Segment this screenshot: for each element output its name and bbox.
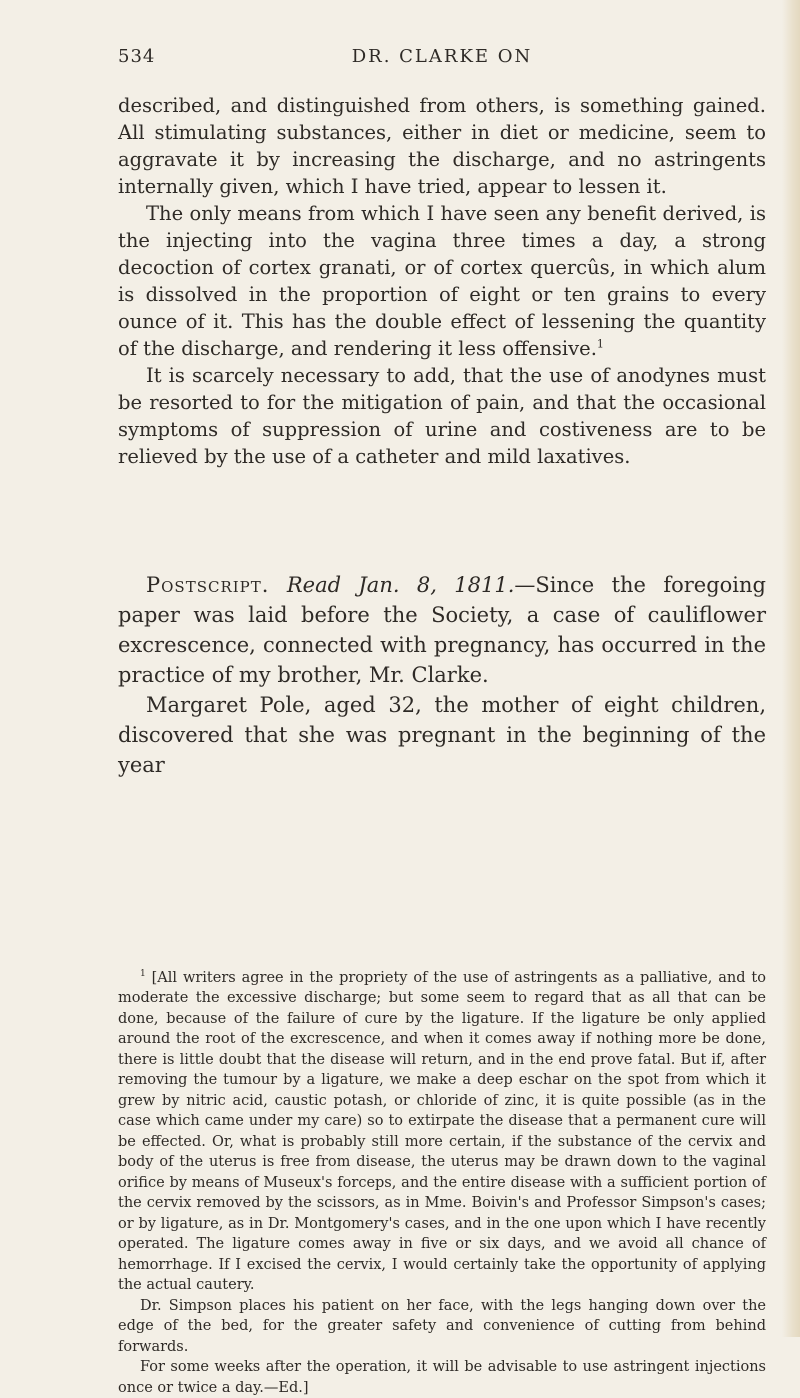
footnote-reference: 1 — [596, 337, 604, 351]
paragraph-3: It is scarcely necessary to add, that the use of anodynes must be resorted to for the mitigation of pain, and that the occasional symptoms of suppression of urine and costiveness are to be relieved by the use of a catheter and mild laxatives. — [118, 364, 766, 468]
footnote-paragraph-1 — [118, 964, 766, 1296]
postscript-label: Postscript. — [146, 573, 270, 597]
footnote — [118, 964, 766, 1398]
footnote-mark: 1 — [140, 969, 146, 979]
page-edge-shadow — [782, 0, 800, 1337]
footnote-paragraph-2: Dr. Simpson places his patient on her face, with the legs hanging down over the edge of the bed, for the greater safety and convenience of cutting from behind forwards. — [118, 1297, 766, 1355]
postscript-section — [118, 570, 766, 780]
running-head — [118, 46, 766, 76]
book-page — [118, 0, 766, 1396]
main-text — [118, 92, 766, 470]
footnote-text-1: [All writers agree in the propriety of the use of astringents as a palliative, and to moderate the excessive discharge; but some seem to regard that as all that can be done, because of the failure of cure by the ligature. If the ligature be only applied around the root of the excrescence, and when it comes away if nothing more be done, there is little doubt that the disease will return, and in the end prove fatal. But if, after removing the tumour by a ligature, we make a deep eschar on the spot from which it grew by nitric acid, caustic potash, or chloride of zinc, it is quite possible (as in the case which came under my care) so to extirpate the disease that a permanent cure will be effected. Or, what is probably still more certain, if the substance of the cervix and body of the uterus is free from disease, the uterus may be drawn down to the vaginal orifice by means of Museux's forceps, and the entire disease with a sufficient portion of the cervix removed by the scissors, as in Mme. Boivin's and Professor Simpson's cases; or by ligature, as in Dr. Montgomery's cases, and in the one upon which I have recently operated. The ligature comes away in five or six days, and we avoid all chance of hemorrhage. If I excised the cervix, I would certainly take the opportunity of applying the actual cautery. — [118, 969, 766, 1294]
postscript-paragraph-1 — [118, 570, 766, 690]
running-title: DR. CLARKE ON — [351, 46, 533, 67]
postscript-text: —Since the foregoing paper was laid before the Society, a case of cauliflower excrescence, connected with pregnancy, has occurred in the practice of my brother, Mr. Clarke. — [118, 573, 766, 687]
footnote-paragraph-3: For some weeks after the operation, it will be advisable to use astringent injections once or twice a day.—Ed.] — [118, 1359, 766, 1396]
postscript-date: Read Jan. 8, 1811. — [286, 573, 515, 597]
page-number: 534 — [118, 46, 156, 67]
paragraph-1: described, and distinguished from others, is something gained. All stimulating substances, either in diet or medicine, seem to aggravate it by increasing the discharge, and no astringents internally given, which I have tried, appear to lessen it. — [118, 94, 766, 198]
paragraph-2 — [118, 200, 766, 362]
postscript-paragraph-2: Margaret Pole, aged 32, the mother of eight children, discovered that she was pregnant in the beginning of the year — [118, 693, 766, 777]
paragraph-2-text: The only means from which I have seen any benefit derived, is the injecting into the vagina three times a day, a strong decoction of cortex granati, or of cortex quercûs, in which alum is dissolved in the proportion of eight or ten grains to every ounce of it. This has the double effect of lessening the quantity of the discharge, and rendering it less offensive. — [118, 202, 766, 360]
